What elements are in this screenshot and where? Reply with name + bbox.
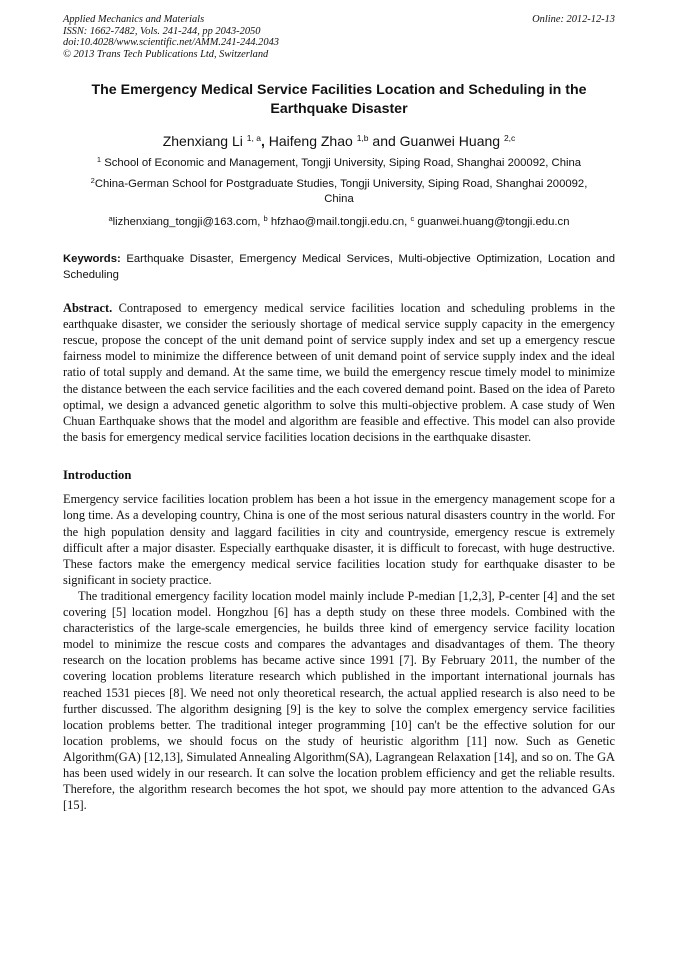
affiliation-marker: 2 <box>90 176 95 186</box>
author-emails <box>63 215 615 230</box>
journal-issn: ISSN: 1662-7482, Vols. 241-244, pp 2043-2050 <box>63 25 261 37</box>
journal-copyright: © 2013 Trans Tech Publications Ltd, Switzerland <box>63 48 269 60</box>
keywords-text: Earthquake Disaster, Emergency Medical Services, Multi-objective Optimization, Location and Scheduling <box>63 253 615 281</box>
body-paragraph: Emergency service facilities location problem has been a hot issue in the emergency management scope for a long time. As a developing country, China is one of the most serious natural disasters country in the world. For the high population density and laggard facilities in city and countryside, emergency rescue is extremely difficult after a major disaster. Especially earthquake disaster, it is difficult to forecast, with huge destructive. These factors make the emergency medical service facilities location study for earthquake disaster to be significant in society practice. <box>63 492 615 587</box>
journal-name: Applied Mechanics and Materials <box>63 14 205 25</box>
author-list <box>63 132 615 150</box>
journal-info <box>63 14 279 60</box>
abstract-label: Abstract. <box>63 300 113 315</box>
section-heading-introduction: Introduction <box>63 468 132 483</box>
author-name: Zhenxiang Li <box>162 133 247 150</box>
author-name: Haifeng Zhao <box>268 133 357 150</box>
email-marker: b <box>263 214 268 224</box>
email-address: guanwei.huang@tongji.edu.cn <box>414 216 570 229</box>
author-affiliation-marker: 2,c <box>503 133 516 144</box>
keywords <box>63 252 615 283</box>
journal-header <box>63 14 615 60</box>
author-conjunction: and <box>368 133 400 150</box>
email-address: lizhenxiang_tongji@163.com, <box>112 216 264 229</box>
affiliation <box>63 156 615 171</box>
paper-page <box>63 14 615 813</box>
email-address: hfzhao@mail.tongji.edu.cn, <box>267 216 411 229</box>
author-separator: , <box>260 133 269 150</box>
abstract-text: Contraposed to emergency medical service facilities location and scheduling problems in the earthquake disaster, we consider the seriously shortage of medical service supply capacity in the emergency rescue, propose the concept of the unit demand point of service supply index and set up a emergency rescue fairness model to minimize the difference between of unit demand point of service supply index and the ideal ratio of total supply and demand. At the same time, we build the emergency rescue timely model to minimize the distance between the each service facilities and the each covered demand point. Based on the idea of Pareto optimal, we design a advanced genetic algorithm to solve this multi-objective problem. A case study of Wen Chuan Earthquake shows that the model and algorithm are feasible and effective. This model can also provide the basis for emergency medical service facilities location decisions in the earthquake disaster. <box>63 300 615 445</box>
affiliation-text: China-German School for Postgraduate Studies, Tongji University, Siping Road, Shanghai 200092, China <box>94 178 588 206</box>
paper-title: The Emergency Medical Service Facilities Location and Scheduling in the Earthquake Disaster <box>91 82 587 118</box>
author-affiliation-marker: 1,b <box>356 133 369 144</box>
email-marker: a <box>108 214 113 224</box>
affiliation <box>63 177 615 207</box>
abstract <box>63 300 615 446</box>
author-affiliation-marker: 1, a <box>246 133 261 144</box>
online-date: Online: 2012-12-13 <box>532 14 615 25</box>
body-paragraph: The traditional emergency facility location model mainly include P-median [1,2,3], P-center [4] and the set covering [5] location model. Hongzhou [6] has a depth study on these three models. Combined with the characteristics of the large-scale emergencies, he builds three kind of emergency service facility location model to minimize the rescue costs and compares the advantages and disadvantages of them. The theory research on the location problems has became active since 1991 [7]. By February 2011, the number of the covering location problems literature research which published in the important international journals has reached 1531 pieces [8]. We need not only theoretical research, the actual applied research is also need to be further discussed. The algorithm designing [9] is the key to solve the complex emergency service facilities location problems better. The traditional integer programming [10] can't be the effective solution for our location problems, we should focus on the study of heuristic algorithm [11] now. Such as Genetic Algorithm(GA) [12,13], Simulated Annealing Algorithm(SA), Lagrangean Relaxation [14], and so on. The GA has been used widely in our research. It can solve the location problem efficiency and get the reliable results. Therefore, the algorithm research becomes the hot spot, we should pay more attention to the advanced GAs [15]. <box>63 588 615 813</box>
email-marker: c <box>410 214 415 224</box>
author-name: Guanwei Huang <box>399 133 504 150</box>
affiliation-marker: 1 <box>96 155 102 165</box>
journal-doi: doi:10.4028/www.scientific.net/AMM.241-244.2043 <box>63 37 279 49</box>
affiliation-text: School of Economic and Management, Tongji University, Siping Road, Shanghai 200092, China <box>101 157 582 170</box>
keywords-label: Keywords: <box>63 253 121 266</box>
